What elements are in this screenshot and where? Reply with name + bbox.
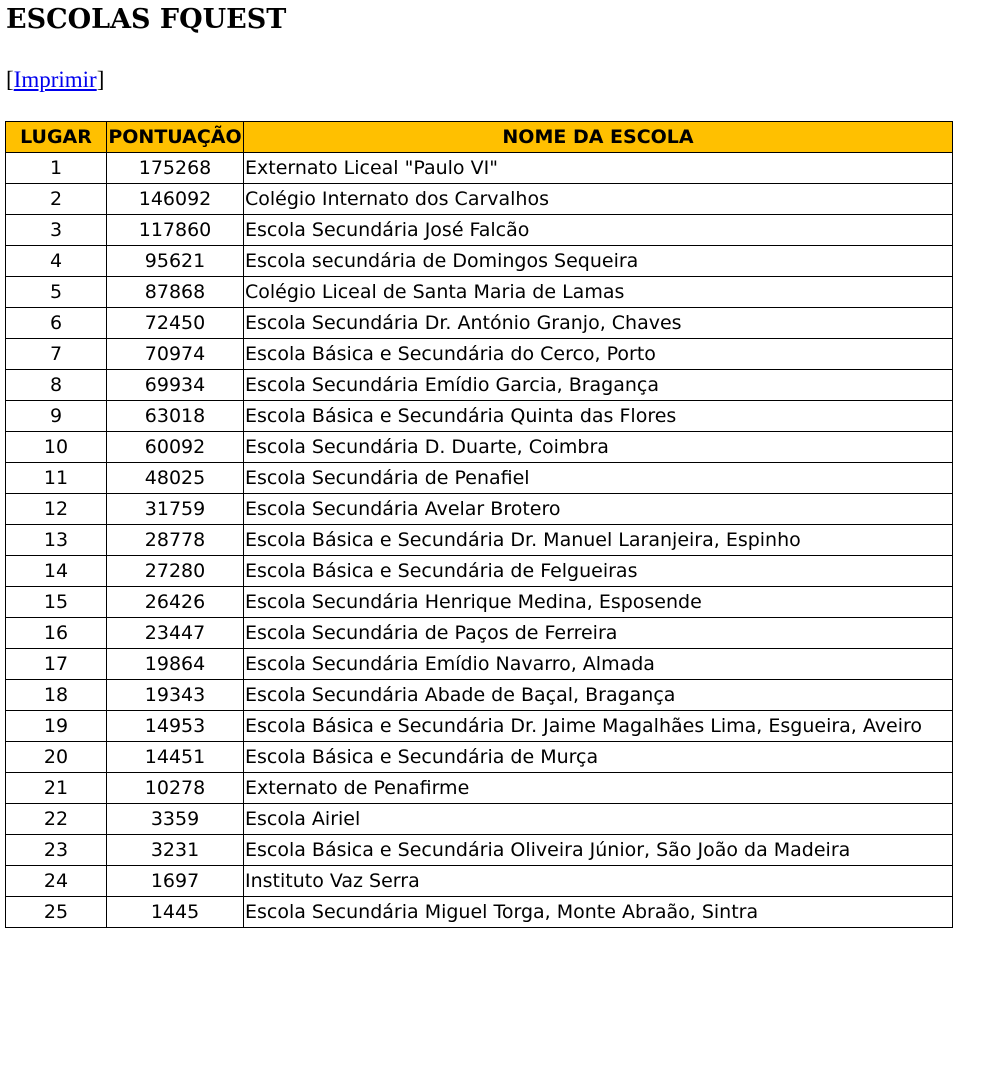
cell-nome-da-escola: Escola Básica e Secundária Dr. Manuel Laranjeira, Espinho — [244, 525, 953, 556]
cell-lugar: 18 — [6, 680, 107, 711]
table-row — [6, 835, 953, 866]
cell-pontuacao: 14953 — [107, 711, 244, 742]
cell-nome-da-escola: Escola Secundária Henrique Medina, Esposende — [244, 587, 953, 618]
cell-lugar: 8 — [6, 370, 107, 401]
cell-nome-da-escola: Escola Secundária Avelar Brotero — [244, 494, 953, 525]
header-lugar: LUGAR — [6, 122, 107, 153]
cell-nome-da-escola: Escola Básica e Secundária Dr. Jaime Magalhães Lima, Esgueira, Aveiro — [244, 711, 953, 742]
cell-lugar: 17 — [6, 649, 107, 680]
table-row — [6, 277, 953, 308]
cell-nome-da-escola: Colégio Liceal de Santa Maria de Lamas — [244, 277, 953, 308]
cell-pontuacao: 146092 — [107, 184, 244, 215]
ranking-table — [5, 121, 953, 928]
cell-nome-da-escola: Escola Secundária José Falcão — [244, 215, 953, 246]
table-body — [6, 153, 953, 928]
cell-lugar: 1 — [6, 153, 107, 184]
table-row — [6, 494, 953, 525]
cell-lugar: 24 — [6, 866, 107, 897]
cell-nome-da-escola: Escola Básica e Secundária Quinta das Flores — [244, 401, 953, 432]
cell-lugar: 25 — [6, 897, 107, 928]
print-line — [6, 66, 104, 94]
cell-pontuacao: 23447 — [107, 618, 244, 649]
cell-nome-da-escola: Escola Secundária de Penafiel — [244, 463, 953, 494]
table-row — [6, 339, 953, 370]
table-row — [6, 649, 953, 680]
cell-pontuacao: 19864 — [107, 649, 244, 680]
table-row — [6, 246, 953, 277]
table-row — [6, 215, 953, 246]
cell-nome-da-escola: Escola Básica e Secundária do Cerco, Porto — [244, 339, 953, 370]
cell-lugar: 15 — [6, 587, 107, 618]
table-row — [6, 742, 953, 773]
cell-pontuacao: 48025 — [107, 463, 244, 494]
cell-pontuacao: 28778 — [107, 525, 244, 556]
cell-pontuacao: 69934 — [107, 370, 244, 401]
cell-nome-da-escola: Externato de Penafirme — [244, 773, 953, 804]
cell-lugar: 7 — [6, 339, 107, 370]
cell-pontuacao: 27280 — [107, 556, 244, 587]
cell-lugar: 21 — [6, 773, 107, 804]
table-row — [6, 897, 953, 928]
table-row — [6, 866, 953, 897]
cell-pontuacao: 60092 — [107, 432, 244, 463]
cell-nome-da-escola: Escola Airiel — [244, 804, 953, 835]
cell-pontuacao: 117860 — [107, 215, 244, 246]
cell-lugar: 16 — [6, 618, 107, 649]
cell-nome-da-escola: Externato Liceal "Paulo VI" — [244, 153, 953, 184]
table-row — [6, 153, 953, 184]
cell-pontuacao: 1697 — [107, 866, 244, 897]
cell-lugar: 23 — [6, 835, 107, 866]
cell-pontuacao: 31759 — [107, 494, 244, 525]
cell-pontuacao: 175268 — [107, 153, 244, 184]
table-row — [6, 525, 953, 556]
cell-nome-da-escola: Escola Secundária Miguel Torga, Monte Abraão, Sintra — [244, 897, 953, 928]
cell-lugar: 22 — [6, 804, 107, 835]
cell-lugar: 14 — [6, 556, 107, 587]
table-row — [6, 773, 953, 804]
cell-lugar: 12 — [6, 494, 107, 525]
table-row — [6, 401, 953, 432]
cell-nome-da-escola: Escola Básica e Secundária de Murça — [244, 742, 953, 773]
cell-nome-da-escola: Escola Secundária Emídio Navarro, Almada — [244, 649, 953, 680]
cell-lugar: 9 — [6, 401, 107, 432]
cell-pontuacao: 26426 — [107, 587, 244, 618]
table-row — [6, 680, 953, 711]
cell-pontuacao: 70974 — [107, 339, 244, 370]
cell-lugar: 13 — [6, 525, 107, 556]
cell-nome-da-escola: Escola Secundária de Paços de Ferreira — [244, 618, 953, 649]
cell-pontuacao: 1445 — [107, 897, 244, 928]
table-row — [6, 432, 953, 463]
cell-nome-da-escola: Escola Básica e Secundária de Felgueiras — [244, 556, 953, 587]
cell-nome-da-escola: Escola Básica e Secundária Oliveira Júnior, São João da Madeira — [244, 835, 953, 866]
cell-nome-da-escola: Escola Secundária Emídio Garcia, Bragança — [244, 370, 953, 401]
cell-lugar: 11 — [6, 463, 107, 494]
cell-lugar: 3 — [6, 215, 107, 246]
cell-nome-da-escola: Escola Secundária Dr. António Granjo, Chaves — [244, 308, 953, 339]
cell-pontuacao: 87868 — [107, 277, 244, 308]
table-row — [6, 711, 953, 742]
cell-nome-da-escola: Escola Secundária Abade de Baçal, Bragança — [244, 680, 953, 711]
cell-pontuacao: 95621 — [107, 246, 244, 277]
cell-lugar: 2 — [6, 184, 107, 215]
cell-pontuacao: 3359 — [107, 804, 244, 835]
table-row — [6, 587, 953, 618]
header-nome-da-escola: NOME DA ESCOLA — [244, 122, 953, 153]
table-row — [6, 804, 953, 835]
cell-lugar: 4 — [6, 246, 107, 277]
cell-lugar: 6 — [6, 308, 107, 339]
cell-pontuacao: 19343 — [107, 680, 244, 711]
cell-nome-da-escola: Colégio Internato dos Carvalhos — [244, 184, 953, 215]
cell-lugar: 20 — [6, 742, 107, 773]
table-row — [6, 370, 953, 401]
cell-lugar: 10 — [6, 432, 107, 463]
cell-lugar: 5 — [6, 277, 107, 308]
table-header-row — [6, 122, 953, 153]
cell-pontuacao: 3231 — [107, 835, 244, 866]
cell-pontuacao: 72450 — [107, 308, 244, 339]
print-bracket-open: [ — [6, 67, 14, 92]
header-pontuacao: PONTUAÇÃO — [107, 122, 244, 153]
cell-nome-da-escola: Escola Secundária D. Duarte, Coimbra — [244, 432, 953, 463]
print-bracket-close: ] — [96, 67, 105, 92]
page-title: ESCOLAS FQUEST — [6, 4, 287, 35]
cell-lugar: 19 — [6, 711, 107, 742]
cell-nome-da-escola: Instituto Vaz Serra — [244, 866, 953, 897]
cell-pontuacao: 10278 — [107, 773, 244, 804]
table-row — [6, 184, 953, 215]
table-row — [6, 618, 953, 649]
print-link[interactable]: Imprimir — [13, 67, 97, 92]
cell-nome-da-escola: Escola secundária de Domingos Sequeira — [244, 246, 953, 277]
table-row — [6, 463, 953, 494]
table-row — [6, 308, 953, 339]
cell-pontuacao: 14451 — [107, 742, 244, 773]
cell-pontuacao: 63018 — [107, 401, 244, 432]
table-row — [6, 556, 953, 587]
